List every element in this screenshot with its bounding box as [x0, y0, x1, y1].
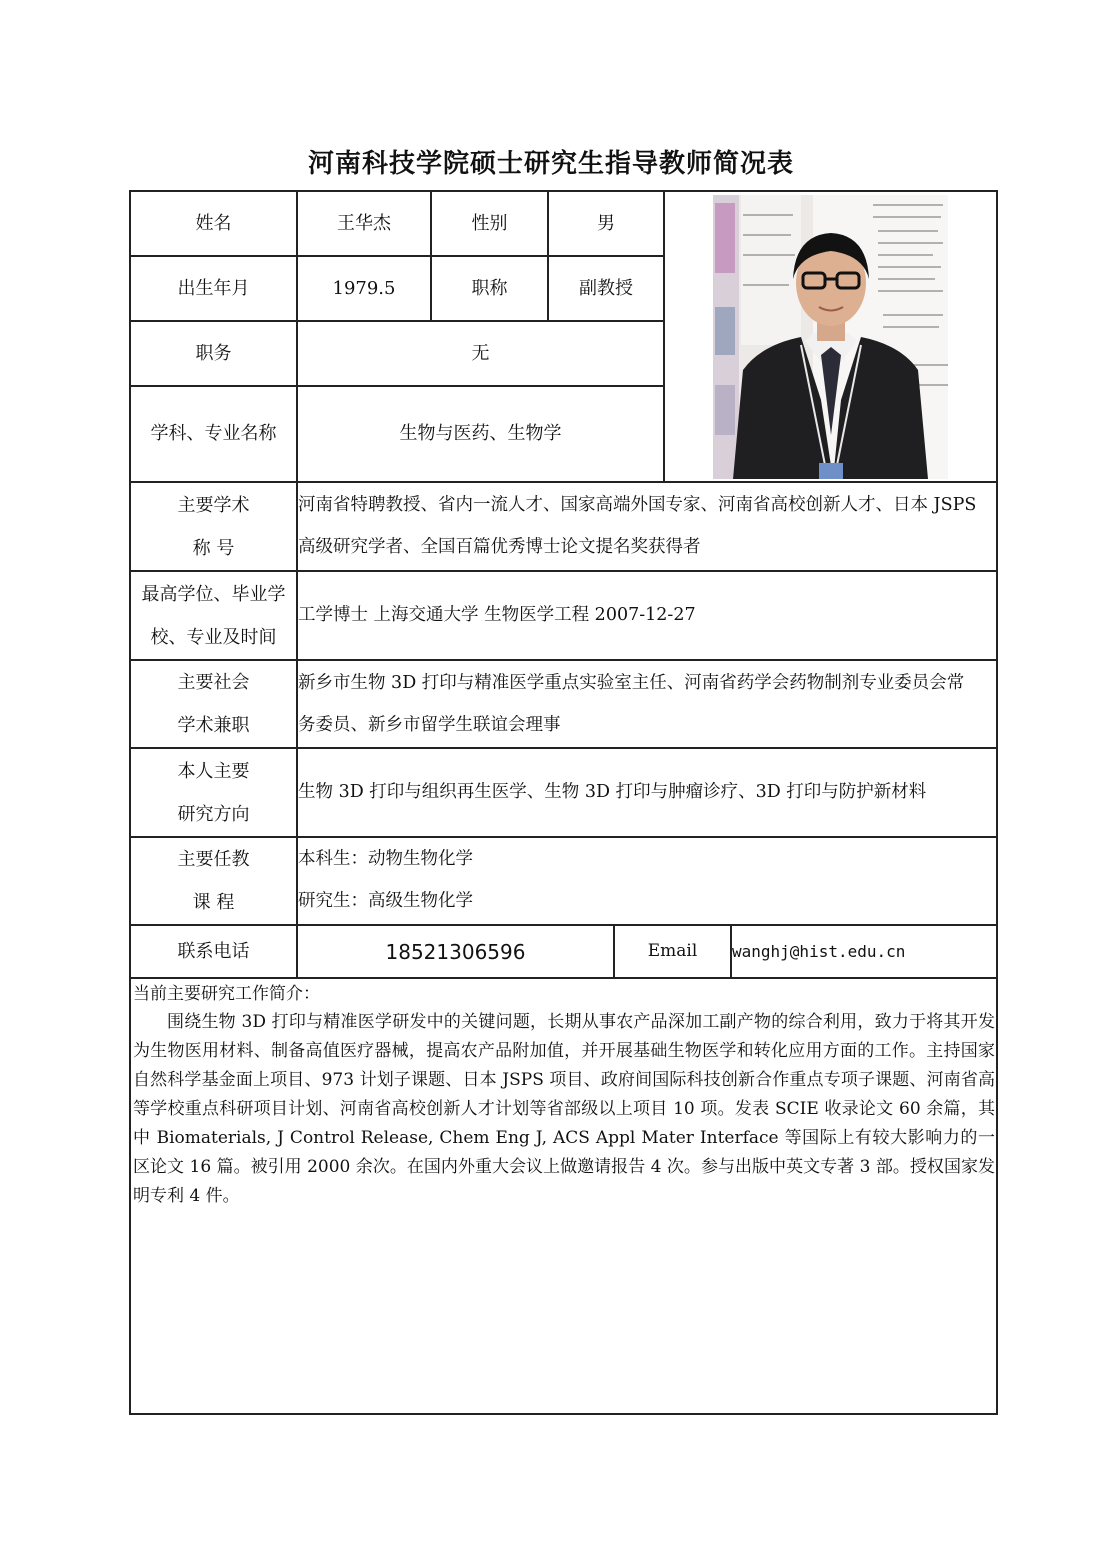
label-line: 校、专业及时间 [150, 626, 277, 648]
position-label: 职务 [195, 342, 232, 364]
rank-value: 副教授 [579, 277, 633, 299]
name-value: 王华杰 [337, 212, 391, 234]
label-line: 研究方向 [177, 803, 250, 825]
label-line: 主要任教 [177, 849, 250, 870]
grid-line [663, 190, 665, 482]
email-label: Email [647, 941, 698, 962]
degree-label [131, 572, 296, 659]
courses-label [131, 838, 296, 924]
birth-label: 出生年月 [177, 277, 250, 299]
text-line: 研究生：高级生物化学 [298, 891, 473, 911]
label-line: 课 程 [192, 892, 235, 913]
text-line: 务委员、新乡市留学生联谊会理事 [298, 715, 561, 735]
gender-value: 男 [597, 212, 615, 234]
label-line: 称 号 [192, 537, 235, 559]
birth-value: 1979.5 [332, 277, 396, 299]
text-line: 新乡市生物 3D 打印与精准医学重点实验室主任、河南省药学会药物制剂专业委员会常 [298, 673, 965, 693]
degree-value: 工学博士 上海交通大学 生物医学工程 2007-12-27 [298, 605, 696, 625]
academic-titles-value [298, 484, 998, 570]
text-line: 高级研究学者、全国百篇优秀博士论文提名奖获得者 [298, 537, 701, 557]
label-line: 学术兼职 [177, 715, 250, 736]
social-positions-label [131, 661, 296, 747]
research-direction-value: 生物 3D 打印与组织再生医学、生物 3D 打印与肿瘤诊疗、3D 打印与防护新材料 [298, 782, 927, 802]
phone-label: 联系电话 [177, 940, 250, 962]
text-line: 本科生：动物生物化学 [298, 849, 473, 869]
phone-value: 18521306596 [385, 939, 526, 964]
email-value: wanghj@hist.edu.cn [732, 941, 906, 961]
major-value: 生物与医药、生物学 [399, 423, 562, 445]
major-label: 学科、专业名称 [150, 423, 277, 445]
gender-label: 性别 [471, 212, 508, 234]
rank-label: 职称 [471, 277, 508, 299]
name-label: 姓名 [195, 212, 232, 234]
position-value: 无 [471, 342, 490, 364]
portrait-photo [713, 195, 948, 479]
grid-line [129, 977, 998, 979]
label-line: 主要社会 [177, 672, 250, 693]
social-positions-value [298, 662, 998, 747]
intro-heading: 当前主要研究工作简介： [133, 984, 320, 1004]
label-line: 本人主要 [177, 760, 250, 782]
page-title: 河南科技学院硕士研究生指导教师简况表 [307, 149, 794, 179]
intro-body: 围绕生物 3D 打印与精准医学研发中的关键问题，长期从事农产品深加工副产物的综合利用，致力于将其开发为生物医用材料、制备高值医疗器械，提高农产品附加值，并开展基础生物医学和转化应用方面的工作。主持国家自然科学基金面上项目、973 计划子课题、日本 JSPS 项目、政府间国际科技创新合作重点专项子课题、河南省高等学校重点科研项目计划、河南省高校创新人才计划等省部级以上项目 10 项。发表 SCIE 收录论文 60 余篇，其中 Biomaterials, J Control Release, Chem Eng J, ACS Appl Mater Interface 等国际上有较大影响力的一区论文 16 篇。被引用 2000 余次。在国内外重大会议上做邀请报告 4 次。参与出版中英文专著 3 部。授权国家发明专利 4 件。 [133, 1012, 995, 1206]
label-line: 主要学术 [177, 494, 250, 516]
text-line: 河南省特聘教授、省内一流人才、国家高端外国专家、河南省高校创新人才、日本 JSPS [298, 495, 977, 515]
research-direction-label [131, 749, 296, 836]
academic-titles-label [131, 483, 296, 570]
courses-value [298, 838, 993, 924]
label-line: 最高学位、毕业学 [141, 583, 286, 605]
